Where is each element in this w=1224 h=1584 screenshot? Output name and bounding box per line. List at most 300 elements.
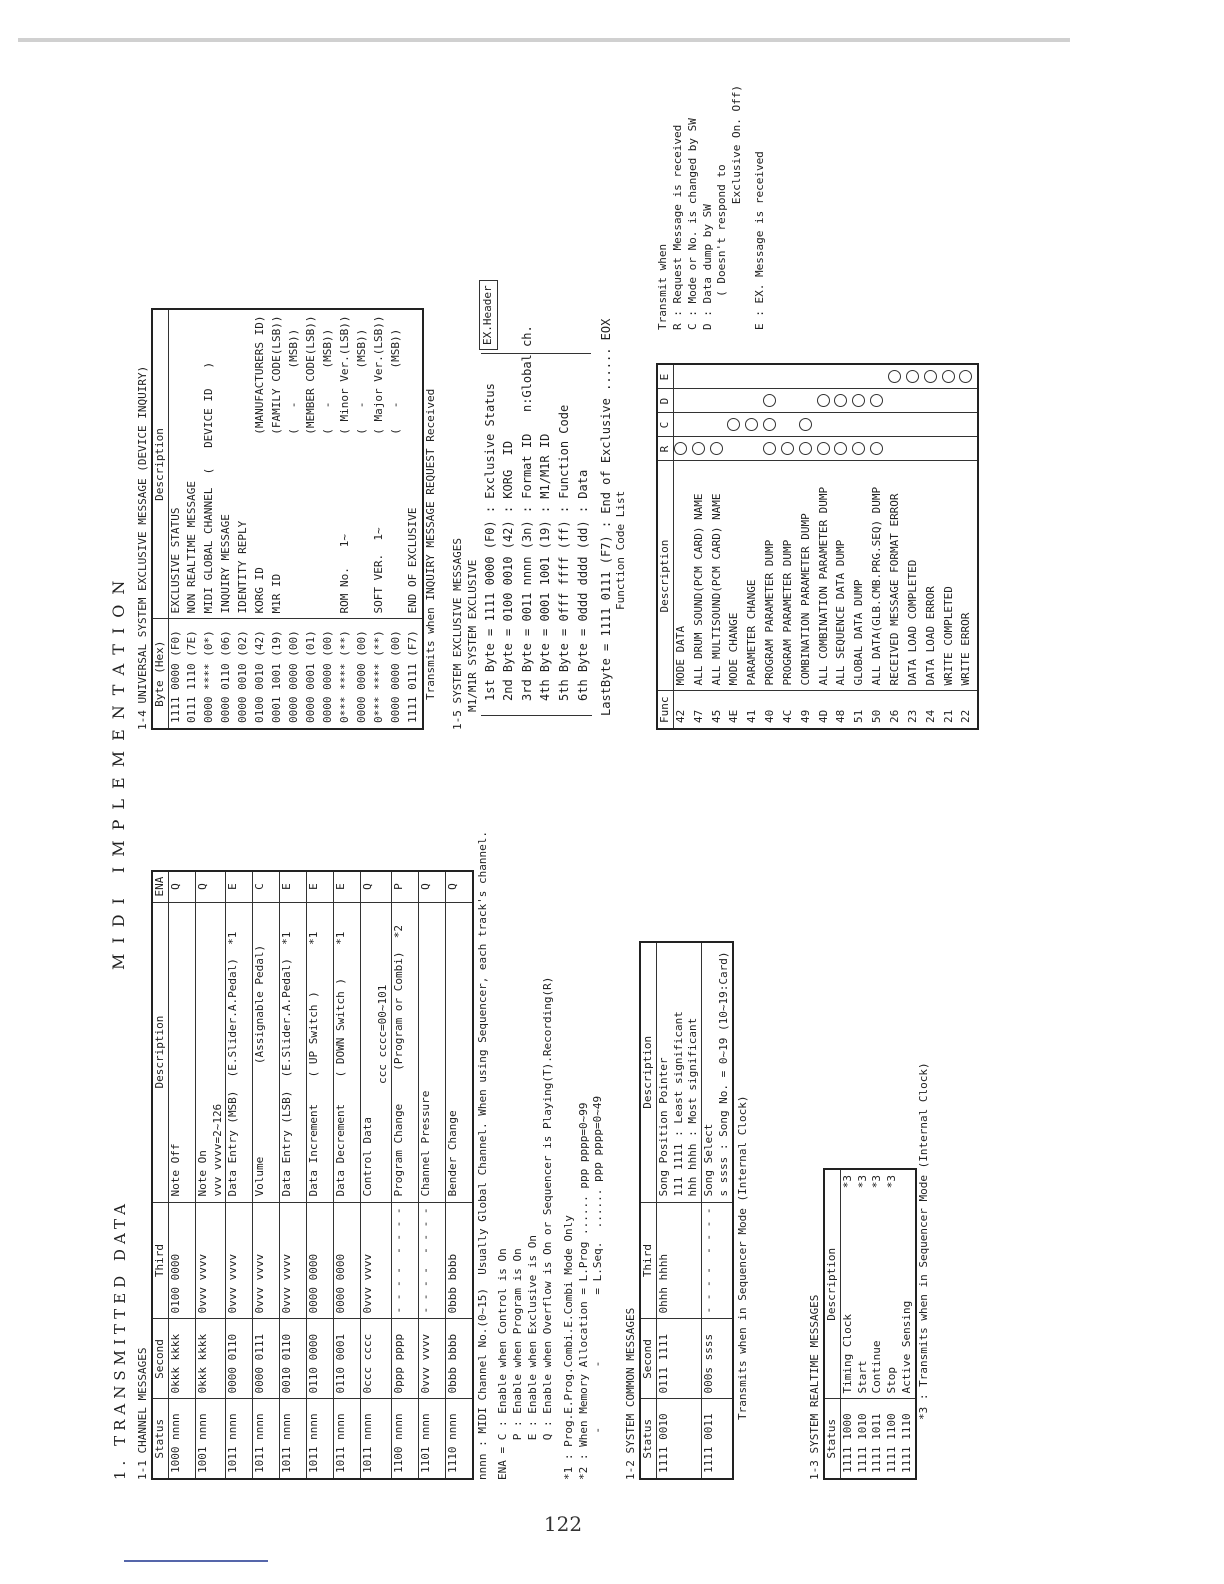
function-flag-e-cell [673,365,691,390]
channel-ena-cell: Q [168,871,195,902]
function-flag-d-cell [763,389,781,413]
function-description-cell: MODE CHANGE [727,461,745,691]
universal-row [270,309,287,729]
channel-description-cell: Program Change (Program or Combi) *2 [392,902,419,1202]
legend-line: Exclusive On. Off) [730,84,744,330]
function-code-cell: 48 [834,691,852,729]
function-row [870,365,888,730]
universal-description-cell: NON REALTIME MESSAGE [185,309,202,619]
function-flag-e-cell [888,365,906,390]
function-flag-r-cell [727,437,745,461]
function-flag-d-cell [906,389,924,413]
common-description-cell: Song Select s ssss : Song No. = 0~19 (10~19:Card) [702,942,733,1202]
function-code-cell: 26 [888,691,906,729]
channel-description-cell: Volume (Assignable Pedal) [253,902,280,1202]
channel-ena-cell: E [280,871,307,902]
function-description-cell: DATA LOAD ERROR [924,461,942,691]
system-common-table [639,941,734,1480]
function-flag-r-cell [852,437,870,461]
function-flag-d-cell [888,389,906,413]
exclusive-byte-line: 5th Byte = 0fff ffff (ff) : Function Code [557,404,572,701]
function-flag-c-cell [834,413,852,437]
universal-row [253,309,270,729]
channel-third-cell: 0000 0000 [307,1202,334,1319]
channel-col-ena: ENA [152,871,168,902]
exclusive-last-byte: LastByte = 1111 0111 (F7) : End of Exclusive ...... EOX [599,318,614,716]
function-flag-c-cell [763,413,781,437]
circle-mark-icon [727,419,740,432]
channel-third-cell: 0vvv vvvv [253,1202,280,1319]
channel-description-cell: Note On vvv vvvv=2~126 [195,902,226,1202]
channel-second-cell: 0ccc cccc [361,1319,392,1399]
function-code-cell: 42 [673,691,691,729]
realtime-status-cell: 1111 1100 [885,1399,900,1479]
common-col-second: Second [640,1319,656,1399]
function-description-cell: ALL DATA(GLB.CMB.PRG.SEQ) DUMP [870,461,888,691]
universal-col-description: Description [152,309,168,619]
function-code-cell: 21 [942,691,960,729]
channel-second-cell: 0000 0111 [253,1319,280,1399]
common-third-cell: 0hhh hhhh [656,1202,702,1319]
channel-row [392,871,419,1479]
function-code-cell: 24 [924,691,942,729]
function-flag-c-cell [710,413,728,437]
circle-mark-icon [942,371,955,384]
circle-mark-icon [852,395,865,408]
function-row [692,365,710,730]
realtime-description-cell: Stop [885,1213,900,1399]
exclusive-byte-line: 4th Byte = 0001 1001 (19) : M1/M1R ID [538,433,553,701]
universal-byte-cell: 0000 0110 (06) [219,619,236,729]
function-flag-c-cell [906,413,924,437]
function-description-cell: PROGRAM PARAMETER DUMP [763,461,781,691]
function-flag-d-cell [817,389,835,413]
common-second-cell: 0111 1111 [656,1319,702,1399]
channel-third-cell: 0vvv vvvv [361,1202,392,1319]
universal-description-cell: ( - (MSB)) [287,309,304,619]
channel-second-cell: 0ppp pppp [392,1319,419,1399]
function-flag-r-cell [692,437,710,461]
function-row [673,365,691,730]
channel-messages-table [151,870,474,1480]
function-code-table [656,364,979,731]
function-flag-e-cell [834,365,852,390]
system-realtime-title: 1-3 SYSTEM REALTIME MESSAGES [808,1294,821,1480]
exclusive-byte-line: 1st Byte = 1111 0000 (F0) : Exclusive Status [482,383,497,701]
function-flag-r-cell [906,437,924,461]
channel-row [195,871,226,1479]
function-description-cell: ALL DRUM SOUND(PCM CARD) NAME [692,461,710,691]
func-col-description: Description [657,461,673,691]
legend-line: D : Data dump by SW [700,204,714,330]
legend-line: R : Request Message is received [670,124,684,330]
channel-status-cell: 1011 nnnn [280,1399,307,1479]
channel-description-cell: Data Increment ( UP Switch ) *1 [307,902,334,1202]
function-description-cell: WRITE ERROR [959,461,978,691]
legend-line: Transmit when [656,243,669,330]
universal-description-cell: ( - (MSB)) [389,309,406,619]
universal-row [168,309,185,729]
channel-ena-cell: E [307,871,334,902]
channel-status-cell: 1101 nnnn [419,1399,446,1479]
function-flag-e-cell [763,365,781,390]
function-flag-e-cell [745,365,763,390]
channel-note-line: E : Enable when Exclusive is On [526,1234,540,1480]
universal-row [236,309,253,729]
function-flag-r-cell [942,437,960,461]
common-status-cell: 1111 0011 [702,1399,733,1479]
function-row [710,365,728,730]
realtime-status-cell: 1111 1000 [840,1399,855,1479]
circle-mark-icon [852,443,865,456]
function-flag-c-cell [870,413,888,437]
function-row [727,365,745,730]
channel-row [280,871,307,1479]
channel-ena-cell: E [334,871,361,902]
function-flag-c-cell [799,413,817,437]
system-realtime-block [808,1062,932,1480]
realtime-status-cell: 1111 1110 [900,1399,916,1479]
universal-row [287,309,304,729]
realtime-description-cell: Timing Clock [840,1213,855,1399]
common-row [702,942,733,1479]
channel-status-cell: 1011 nnnn [307,1399,334,1479]
function-description-cell: RECEIVED MESSAGE FORMAT ERROR [888,461,906,691]
function-flag-d-cell [692,389,710,413]
function-flag-e-cell [727,365,745,390]
channel-status-cell: 1110 nnnn [446,1399,473,1479]
realtime-col-status: Status [824,1399,840,1479]
channel-third-cell: 0vvv vvvv [195,1202,226,1319]
universal-description-cell: IDENTITY REPLY [236,309,253,619]
common-col-third: Third [640,1202,656,1319]
channel-second-cell: 0010 0110 [280,1319,307,1399]
universal-description-cell: ROM No. 1~ ( Minor Ver.(LSB)) [338,309,355,619]
universal-exclusive-title: 1-4 UNIVERSAL SYSTEM EXCLUSIVE MESSAGE (DEVICE INQUIRY) [136,365,149,730]
channel-note-line: *2 : When Memory Allocation = L.Prog ...... ppp pppp=0~99 [576,1102,590,1480]
function-flag-r-cell [834,437,852,461]
realtime-note-cell: *3 [870,1169,885,1213]
circle-mark-icon [870,395,883,408]
channel-second-cell: 0000 0110 [226,1319,253,1399]
channel-row [446,871,473,1479]
legend-line [745,85,753,330]
function-code-list-title: Function Code List [614,490,628,610]
channel-status-cell: 1011 nnnn [361,1399,392,1479]
channel-third-cell: - - - - - - - - [419,1202,446,1319]
function-flag-d-cell [781,389,799,413]
function-row [942,365,960,730]
circle-mark-icon [924,371,937,384]
universal-byte-cell: 0111 1110 (7E) [185,619,202,729]
realtime-note-cell [900,1169,916,1213]
function-description-cell: MODE DATA [673,461,691,691]
function-description-cell: PROGRAM PARAMETER DUMP [781,461,799,691]
channel-third-cell: 0vvv vvvv [280,1202,307,1319]
channel-ena-cell: P [392,871,419,902]
universal-byte-cell: 0000 0010 (02) [236,619,253,729]
universal-exclusive-table [151,308,424,730]
universal-byte-cell: 0000 0000 (00) [355,619,372,729]
realtime-note-cell: *3 [856,1169,871,1213]
channel-status-cell: 1011 nnnn [226,1399,253,1479]
func-col-e: E [657,365,673,390]
system-exclusive-block [451,285,629,730]
channel-description-cell: Data Entry (LSB) (E.Slider.A.Pedal) *1 [280,902,307,1202]
function-code-cell: 40 [763,691,781,729]
circle-mark-icon [692,443,705,456]
channel-col-third: Third [152,1202,168,1319]
universal-byte-cell: 0000 0000 (00) [287,619,304,729]
channel-note-line: Q : Enable when Overflow is On or Sequencer is Playing(T).Recording(R) [540,976,554,1480]
function-description-cell: DATA LOAD COMPLETED [906,461,924,691]
system-common-block [624,941,751,1480]
universal-description-cell: EXCLUSIVE STATUS [168,309,185,619]
channel-status-cell: 1011 nnnn [334,1399,361,1479]
exclusive-byte-lines [481,310,593,716]
universal-description-cell: ( - (MSB)) [355,309,372,619]
function-code-cell: 47 [692,691,710,729]
function-code-cell: 45 [710,691,728,729]
channel-status-cell: 1000 nnnn [168,1399,195,1479]
channel-note-line: ENA = C : Enable when Control is On [496,1248,510,1480]
function-flag-e-cell [781,365,799,390]
system-exclusive-subtitle: M1/M1R SYSTEM EXCLUSIVE [465,559,479,712]
common-col-status: Status [640,1399,656,1479]
channel-ena-cell: E [226,871,253,902]
universal-exclusive-note: Transmits when INQUIRY MESSAGE REQUEST Received [424,388,438,700]
circle-mark-icon [799,419,812,432]
function-description-cell: ALL SEQUENCE DATA DUMP [834,461,852,691]
ex-header-label: EX.Header [479,280,498,350]
function-flag-r-cell [817,437,835,461]
common-row [656,942,702,1479]
channel-second-cell: 0kkk kkkk [195,1319,226,1399]
channel-ena-cell: Q [361,871,392,902]
realtime-status-cell: 1111 1011 [870,1399,885,1479]
function-row [888,365,906,730]
function-flag-d-cell [834,389,852,413]
universal-description-cell: SOFT VER. 1~ ( Major Ver.(LSB)) [372,309,389,619]
main-title: MIDI IMPLEMENTATION [109,570,128,970]
circle-mark-icon [763,419,776,432]
function-flag-e-cell [924,365,942,390]
function-row [959,365,978,730]
exclusive-byte-line: 6th Byte = 0ddd dddd (dd) : Data [575,469,590,701]
channel-col-status: Status [152,1399,168,1479]
function-flag-r-cell [745,437,763,461]
universal-row [219,309,236,729]
function-flag-r-cell [959,437,978,461]
function-description-cell: COMBINATION PARAMETER DUMP [799,461,817,691]
channel-second-cell: 0kkk kkkk [168,1319,195,1399]
realtime-description-cell: Active Sensing [900,1213,916,1399]
exclusive-byte-line: 3rd Byte = 0011 nnnn (3n) : Format ID n:Global ch. [519,325,534,701]
function-flag-c-cell [942,413,960,437]
realtime-row [840,1169,855,1479]
function-code-cell: 51 [852,691,870,729]
function-code-block [656,364,979,731]
function-code-cell: 49 [799,691,817,729]
universal-byte-cell: 0000 0000 (00) [321,619,338,729]
circle-mark-icon [959,371,972,384]
universal-description-cell: M1R ID (FAMILY CODE(LSB)) [270,309,287,619]
universal-description-cell: MIDI GLOBAL CHANNEL ( DEVICE ID ) [202,309,219,619]
function-flag-d-cell [745,389,763,413]
universal-row [185,309,202,729]
channel-messages-title: 1-1 CHANNEL MESSAGES [136,1347,149,1480]
channel-ena-cell: Q [195,871,226,902]
func-col-d: D [657,389,673,413]
channel-third-cell: 0bbb bbbb [446,1202,473,1319]
function-flag-c-cell [781,413,799,437]
common-third-cell: - - - - - - - - [702,1202,733,1319]
function-flag-c-cell [817,413,835,437]
function-flag-c-cell [727,413,745,437]
circle-mark-icon [834,443,847,456]
function-code-cell: 41 [745,691,763,729]
function-flag-e-cell [906,365,924,390]
function-row [852,365,870,730]
channel-third-cell: 0000 0000 [334,1202,361,1319]
function-code-cell: 50 [870,691,888,729]
circle-mark-icon [763,395,776,408]
universal-col-byte: Byte (Hex) [152,619,168,729]
channel-status-cell: 1100 nnnn [392,1399,419,1479]
channel-notes [476,831,607,1480]
function-description-cell: ALL MULTISOUND(PCM CARD) NAME [710,461,728,691]
universal-byte-cell: 0100 0010 (42) [253,619,270,729]
function-flag-r-cell [870,437,888,461]
system-exclusive-title: 1-5 SYSTEM EXCLUSIVE MESSAGES [451,537,464,730]
channel-ena-cell: C [253,871,280,902]
func-col-r: R [657,437,673,461]
function-flag-r-cell [799,437,817,461]
channel-second-cell: 0110 0001 [334,1319,361,1399]
channel-ena-cell: Q [446,871,473,902]
realtime-row [900,1169,916,1479]
channel-note-line: P : Enable when Program is On [511,1248,525,1480]
function-flag-r-cell [673,437,691,461]
function-flag-d-cell [870,389,888,413]
universal-byte-cell: 0000 0001 (01) [304,619,321,729]
channel-third-cell: 0vvv vvvv [226,1202,253,1319]
system-common-note: Transmits when in Sequencer Mode (Internal Clock) [735,1095,749,1420]
universal-row [304,309,321,729]
universal-row [372,309,389,729]
exclusive-byte-line: 2nd Byte = 0100 0010 (42) : KORG ID [501,440,516,701]
realtime-note-cell: *3 [885,1169,900,1213]
channel-second-cell: 0bbb bbbb [446,1319,473,1399]
function-flag-d-cell [959,389,978,413]
section-title: 1. TRANSMITTED DATA [111,1199,129,1480]
function-row [906,365,924,730]
universal-byte-cell: 1111 0000 (F0) [168,619,185,729]
universal-row [389,309,406,729]
circle-mark-icon [763,443,776,456]
channel-second-cell: 0110 0000 [307,1319,334,1399]
function-row [763,365,781,730]
channel-third-cell: - - - - - - - - [392,1202,419,1319]
channel-col-description: Description [152,902,168,1202]
channel-note-line: nnnn : MIDI Channel No.(0~15) Usually Global Channel. When using Sequencer, each track's channel. [475,830,489,1480]
function-flag-r-cell [710,437,728,461]
channel-note-line: *1 : Prog.E.Prog.Combi.E.Combi Mode Only [561,1215,575,1480]
legend-line: E : EX. Message is received [753,151,767,330]
circle-mark-icon [888,371,901,384]
function-code-cell: 4E [727,691,745,729]
circle-mark-icon [906,371,919,384]
realtime-status-cell: 1111 1010 [856,1399,871,1479]
function-flag-e-cell [799,365,817,390]
system-common-title: 1-2 SYSTEM COMMON MESSAGES [624,1307,637,1480]
function-code-cell: 23 [906,691,924,729]
channel-description-cell: Channel Pressure [419,902,446,1202]
function-flag-c-cell [692,413,710,437]
function-flag-c-cell [959,413,978,437]
function-flag-r-cell [763,437,781,461]
universal-byte-cell: 0000 **** (0*) [202,619,219,729]
universal-byte-cell: 1111 0111 (F7) [406,619,423,729]
common-col-description: Description [640,942,656,1202]
function-flag-c-cell [888,413,906,437]
function-flag-d-cell [673,389,691,413]
channel-row [168,871,195,1479]
func-col-func: Func [657,691,673,729]
realtime-col-description: Description [824,1169,840,1399]
circle-mark-icon [674,443,687,456]
universal-row [338,309,355,729]
function-row [745,365,763,730]
function-flag-d-cell [727,389,745,413]
universal-description-cell: ( - (MSB)) [321,309,338,619]
function-description-cell: PARAMETER CHANGE [745,461,763,691]
channel-col-second: Second [152,1319,168,1399]
function-flag-e-cell [959,365,978,390]
universal-byte-cell: 0001 1001 (19) [270,619,287,729]
legend-line: ( Doesn't respond to [715,164,729,330]
channel-row [361,871,392,1479]
function-flag-c-cell [924,413,942,437]
realtime-note-cell: *3 [840,1169,855,1213]
circle-mark-icon [834,395,847,408]
system-realtime-note: *3 : Transmits when in Sequencer Mode (Internal Clock) [916,1062,930,1420]
function-row [834,365,852,730]
function-flag-e-cell [692,365,710,390]
channel-description-cell: Control Data ccc cccc=00~101 [361,902,392,1202]
channel-row [419,871,446,1479]
function-flag-e-cell [942,365,960,390]
function-flag-d-cell [799,389,817,413]
function-flag-e-cell [852,365,870,390]
universal-description-cell: (MEMBER CODE(LSB)) [304,309,321,619]
realtime-description-cell: Continue [870,1213,885,1399]
rotated-page-content [96,30,973,1490]
function-row [781,365,799,730]
universal-description-cell: INQUIRY MESSAGE [219,309,236,619]
circle-mark-icon [870,443,883,456]
realtime-row [885,1169,900,1479]
universal-byte-cell: 0000 0000 (00) [389,619,406,729]
function-flag-r-cell [781,437,799,461]
function-flag-d-cell [924,389,942,413]
channel-row [307,871,334,1479]
circle-mark-icon [817,443,830,456]
circle-mark-icon [781,443,794,456]
universal-description-cell: KORG ID (MANUFACTURERS ID) [253,309,270,619]
function-flag-c-cell [852,413,870,437]
channel-ena-cell: Q [419,871,446,902]
